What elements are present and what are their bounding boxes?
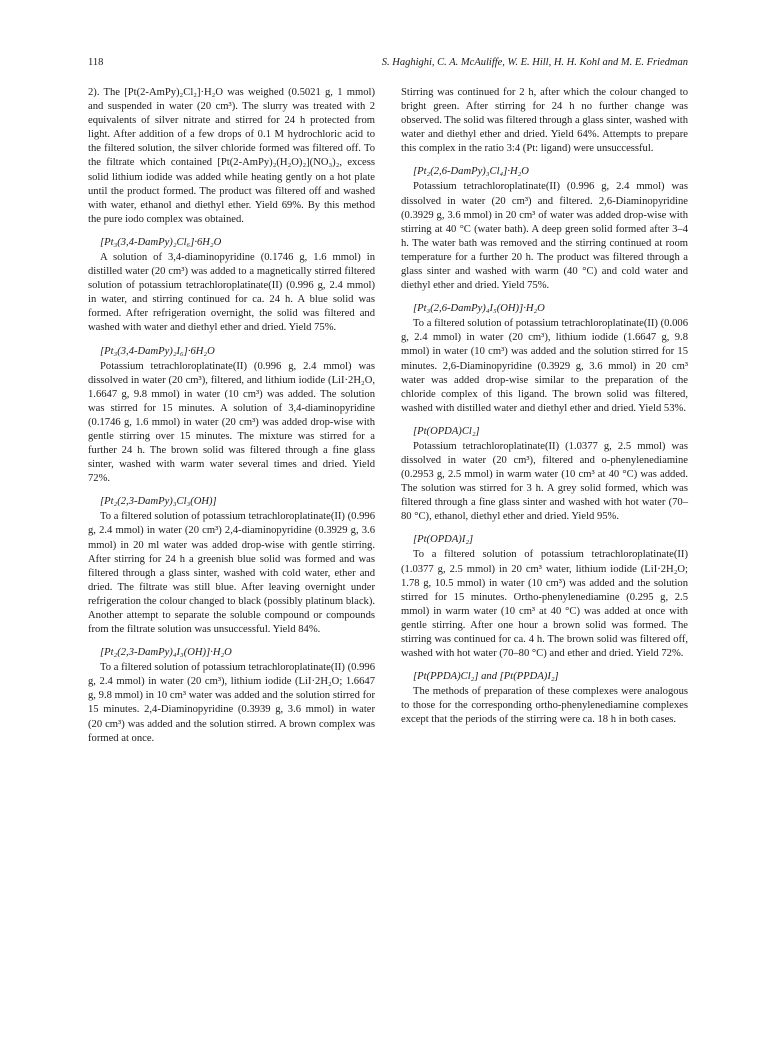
body-paragraph: Stirring was continued for 2 h, after which the colour changed to bright green. After stirring for 24 h no further change was observed. The solid was filtered through a glass sinter, washed with water and diethyl ether and dried. Yield 64%. Attempts to prepare this complex in the ratio 3:4 (Pt: ligand) were unsuccessful.	[401, 87, 688, 155]
section-heading: [Pt₃(2,6-DamPy)₄I₅(OH)]·H₂O	[413, 303, 545, 315]
left-column	[88, 86, 375, 746]
body-paragraph: The methods of preparation of these complexes were analogous to those for the corresponding ortho-phenylenediamine complexes except that the periods of the stirring were ca. 18 h in both cases.	[401, 686, 688, 726]
right-column	[401, 86, 688, 727]
running-head-authors: S. Haghighi, C. A. McAuliffe, W. E. Hill, H. H. Kohl and M. E. Friedman	[381, 57, 688, 68]
body-paragraph: A solution of 3,4-diaminopyridine (0.1746 g, 1.6 mmol) in distilled water (20 cm³) was added to a magnetically stirred filtered solution of potassium tetrachloroplatinate(II) (0.996 g, 2.4 mmol) in water, and stirring continued for ca. 24 h. A blue solid was formed. After refrigeration overnight, the solid was filtered and washed with water and diethyl ether and dried. Yield 75%.	[88, 251, 375, 334]
body-paragraph: To a filtered solution of potassium tetrachloroplatinate(II) (0.996 g, 2.4 mmol) in water (20 cm³) 2,4-diaminopyridine (0.3929 g, 3.6 mmol) in 20 ml water was added drop-wise with gentle stirring. After stirring for 24 h a greenish blue solid was formed and was filtered through a glass sinter, washed with cold water, ether and dried. The filtrate was still blue. After leaving overnight under refrigeration the colour changed to black (possibly platinum black). Another attempt to separate the soluble compound or compounds from the filtrate solution was unsuccessful. Yield 84%.	[88, 511, 375, 636]
section-heading: [Pt₃(3,4-DamPy)₂I₆]·6H₂O	[100, 345, 215, 357]
body-paragraph: To a filtered solution of potassium tetrachloroplatinate(II) (0.006 g, 2.4 mmol) in water (20 cm³), lithium iodide (1.6647 g, 9.8 mmol) in water (10 cm³) was added and the solution stirred for 15 minutes. 2,6-Diaminopyridine (0.3929 g, 3.6 mmol) in 20 cm³ water was added drop-wise similar to the preparation of the chloride complex of this ligand. The brown solid was filtered, washed with distilled water and diethyl ether and dried. Yield 53%.	[401, 318, 688, 414]
section-heading: [Pt(OPDA)Cl₂]	[413, 425, 480, 437]
section-heading: [Pt₂(2,6-DamPy)₃Cl₄]·H₂O	[413, 166, 529, 178]
page-number: 118	[88, 57, 104, 68]
section-heading: [Pt₃(3,4-DamPy)₂Cl₆]·6H₂O	[100, 236, 222, 248]
page-header	[88, 57, 688, 73]
body-paragraph: To a filtered solution of potassium tetrachloroplatinate(II) (0.996 g, 2.4 mmol) in water (20 cm³), lithium iodide (LiI·2H₂O; 1.6647 g, 9.8 mmol) in 10 cm³ water was added and the solution stirred for 15 minutes. 2,4-Diaminopyridine (0.3939 g, 3.6 mmol) in water (20 cm³) was added and the solution stirred. A brown complex was formed at once.	[88, 662, 375, 744]
body-paragraph: To a filtered solution of potassium tetrachloroplatinate(II) (1.0377 g, 2.5 mmol) in 20 cm³ water, lithium iodide (LiI·2H₂O; 1.78 g, 10.5 mmol) in water (10 cm³) was added and the solution stirred for 15 minutes. Ortho-phenylenediamine (0.295 g, 2.5 mmol) in warm water (10 cm³ at 40 °C) was added at once with gentle stirring. After one hour a brown solid was formed. The stirring was continued for ca. 4 h. The brown solid was filtered off, washed with hot water (70–80 °C) and ether and dried. Yield 72%.	[401, 549, 688, 660]
section-heading: [Pt(OPDA)I₂]	[413, 534, 474, 546]
body-paragraph: Potassium tetrachloroplatinate(II) (0.996 g, 2.4 mmol) was dissolved in water (20 cm³) and filtered. 2,6-Diaminopyridine (0.3929 g, 3.6 mmol) in 20 cm³ of water was added drop-wise with stirring at 40 °C (water bath). A deep green solid formed after 3–4 h. The water bath was removed and the stirring continued at room temperature for a further 20 h. The product was filtered through a glass sinter and washed with warm (40 °C) and cold water and diethyl ether and dried. Yield 75%.	[401, 181, 688, 292]
section-heading: [Pt₂(2,3-DamPy)₄I₃(OH)]·H₂O	[100, 647, 232, 659]
body-paragraph: Potassium tetrachloroplatinate(II) (0.996 g, 2.4 mmol) was dissolved in water (20 cm³), filtered, and lithium iodide (LiI·2H₂O, 1.6647 g, 9.8 mmol) in water (10 cm³) was added. The solution was stirred for 15 minutes. A solution of 3,4-diaminopyridine (0.1746 g, 1.6 mmol) in water (20 cm³) was added drop-wise with gentle stirring over 15 minutes. The mixture was stirred for a further 24 h. The brown solid was filtered through a fine glass sinter, washed with warm water several times and dried. Yield 72%.	[88, 360, 375, 485]
section-heading: [Pt(PPDA)Cl₂] and [Pt(PPDA)I₂]	[413, 671, 559, 683]
body-paragraph: 2). The [Pt(2-AmPy)₂Cl₂]·H₂O was weighed (0.5021 g, 1 mmol) and suspended in water (20 cm³). The slurry was treated with 2 equivalents of silver nitrate and stirred for 24 h protected from light. After addition of a few drops of 0.1 M hydrochloric acid to the filtered solution, the silver chloride formed was filtered off. To the filtrate which contained [Pt(2-AmPy)₂(H₂O)₂](NO₃)₂, excess solid lithium iodide was added while heating gently on a hot plate until the product formed. The product was filtered off and washed with water, ethanol and diethyl ether. Yield 69%. By this method the pure iodo complex was obtained.	[88, 87, 375, 225]
section-heading: [Pt₂(2,3-DamPy)₃Cl₃(OH)]	[100, 496, 217, 508]
body-paragraph: Potassium tetrachloroplatinate(II) (1.0377 g, 2.5 mmol) was dissolved in water (20 cm³), filtered and o-phenylenediamine (0.2953 g, 2.5 mmol) in warm water (10 cm³ at 40 °C) was added. The solution was stirred for 3 h. A grey solid formed, which was filtered through a fine glass sinter and washed with hot water (70–80 °C), ethanol, diethyl ether and dried. Yield 95%.	[401, 440, 688, 523]
